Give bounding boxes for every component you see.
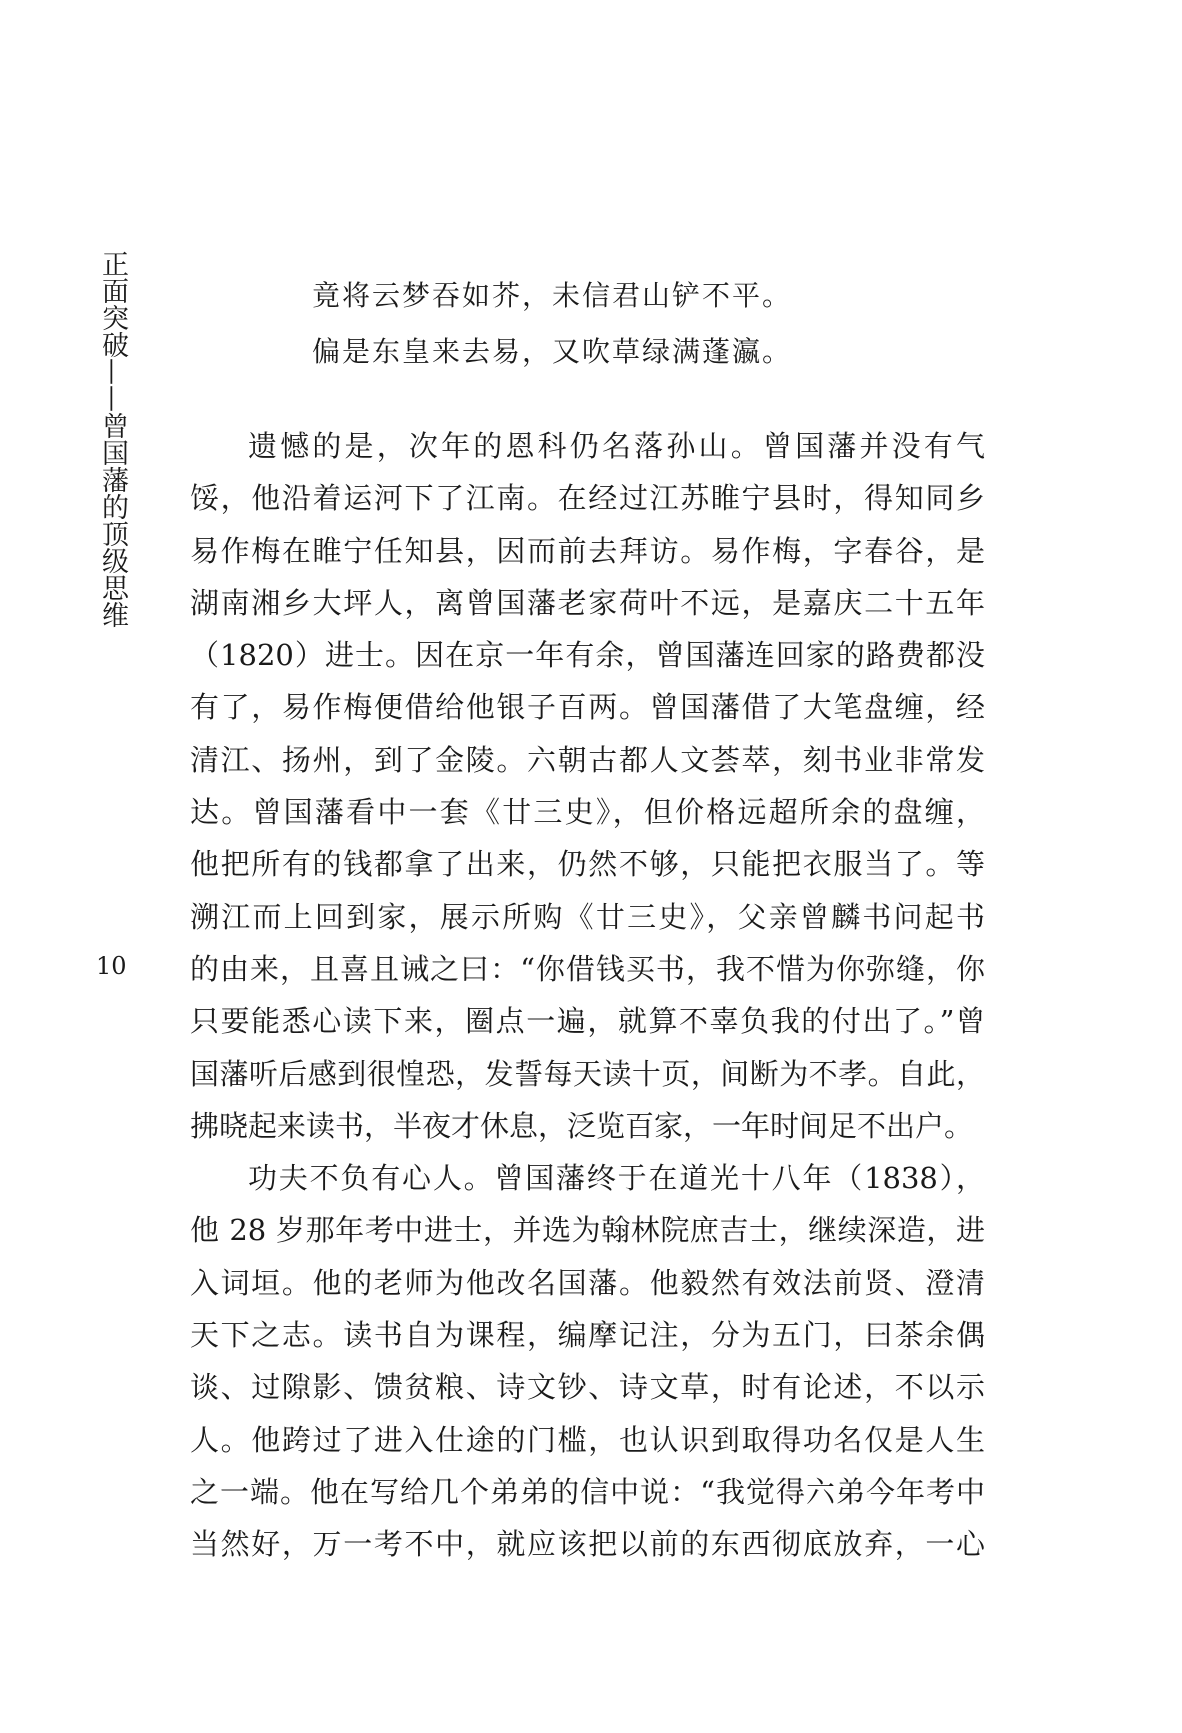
poem-line: 偏是东皇来去易，又吹草绿满蓬瀛。 xyxy=(312,335,793,368)
text-line: 功夫不负有心人。曾国藩终于在道光十八年（1838）， xyxy=(248,1161,985,1196)
text-line: 清江、扬州，到了金陵。六朝古都人文荟萃，刻书业非常发 xyxy=(190,742,985,777)
text-line: （1820）进士。因在京一年有余，曾国藩连回家的路费都没 xyxy=(190,638,985,673)
text-line: 国藩听后感到很惶恐，发誓每天读十页，间断为不孝。自此， xyxy=(190,1056,985,1091)
body-text xyxy=(190,420,985,1571)
text-line: 他 28 岁那年考中进士，并选为翰林院庶吉士，继续深造，进 xyxy=(190,1213,985,1248)
text-line: 他把所有的钱都拿了出来，仍然不够，只能把衣服当了。等 xyxy=(190,847,985,882)
paragraph xyxy=(190,420,985,1152)
text-line: 只要能悉心读下来，圈点一遍，就算不辜负我的付出了。”曾 xyxy=(190,1004,985,1039)
text-line: 谈、过隙影、馈贫粮、诗文钞、诗文草，时有论述，不以示 xyxy=(190,1370,985,1405)
text-line: 湖南湘乡大坪人，离曾国藩老家荷叶不远，是嘉庆二十五年 xyxy=(190,585,985,620)
running-header-vertical: 正面突破——曾国藩的顶级思维 xyxy=(97,250,128,628)
text-line: 馁，他沿着运河下了江南。在经过江苏睢宁县时，得知同乡 xyxy=(190,481,985,516)
text-line: 入词垣。他的老师为他改名国藩。他毅然有效法前贤、澄清 xyxy=(190,1265,985,1300)
text-line: 当然好，万一考不中，就应该把以前的东西彻底放弃，一心 xyxy=(190,1527,985,1562)
text-line: 之一端。他在写给几个弟弟的信中说：“我觉得六弟今年考中 xyxy=(190,1474,985,1509)
paragraph xyxy=(190,1152,985,1570)
poem-line: 竟将云梦吞如芥，未信君山铲不平。 xyxy=(312,279,793,312)
text-line: 天下之志。读书自为课程，编摩记注，分为五门，曰茶余偶 xyxy=(190,1318,985,1353)
text-line: 达。曾国藩看中一套《廿三史》，但价格远超所余的盘缠， xyxy=(190,795,985,830)
poem-block xyxy=(312,268,1032,380)
text-line: 拂晓起来读书，半夜才休息，泛览百家，一年时间足不出户。 xyxy=(190,1108,974,1143)
page-number: 10 xyxy=(96,952,127,980)
text-line: 遗憾的是，次年的恩科仍名落孙山。曾国藩并没有气 xyxy=(248,429,985,463)
text-line: 人。他跨过了进入仕途的门槛，也认识到取得功名仅是人生 xyxy=(190,1422,985,1457)
text-line: 的由来，且喜且诫之曰：“你借钱买书，我不惜为你弥缝，你 xyxy=(190,951,985,986)
text-line: 易作梅在睢宁任知县，因而前去拜访。易作梅，字春谷，是 xyxy=(190,533,985,568)
text-line: 有了，易作梅便借给他银子百两。曾国藩借了大笔盘缠，经 xyxy=(190,690,985,725)
text-line: 溯江而上回到家，展示所购《廿三史》，父亲曾麟书问起书 xyxy=(190,899,985,934)
